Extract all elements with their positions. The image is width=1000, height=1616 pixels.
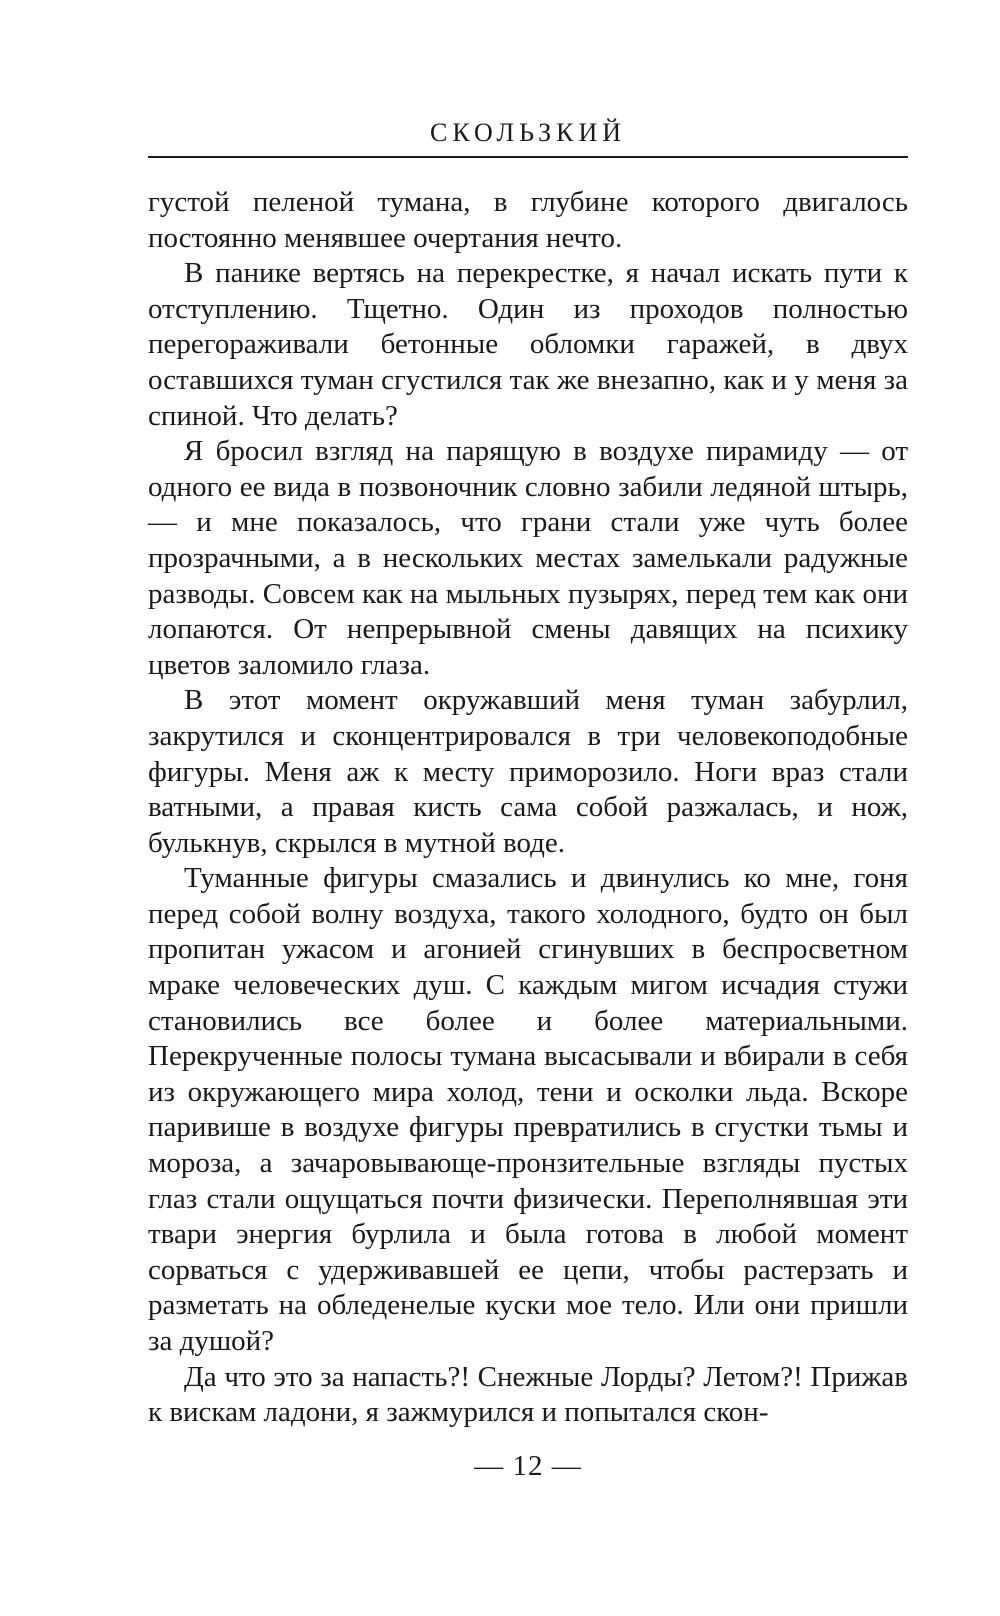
paragraph: Туманные фигуры смазались и двинулись ко мне, гоня перед собой волну воздуха, такого холодного, будто он был пропитан ужасом и агонией сгинувших в беспросветном мраке человеческих душ. С каждым мигом исчадия стужи становились все более и более материальными. Перекрученные полосы тумана высасывали и вбирали в себя из окружающего мира холод, тени и осколки льда. Вскоре паривише в воздухе фигуры превратились в сгустки тьмы и мороза, а зачаровывающе-пронзительные взгляды пустых глаз стали ощущаться почти физически. Переполнявшая эти твари энергия бурлила и была готова в любой момент сорваться с удерживавшей ее цепи, чтобы растерзать и разметать на обледенелые куски мое тело. Или они пришли за душой? xyxy=(148,862,908,1357)
page-number: — 12 — xyxy=(474,1450,582,1482)
running-head: СКОЛЬЗКИЙ xyxy=(429,118,626,147)
paragraph: В этот момент окружавший меня туман забурлил, закрутился и сконцентрировался в три человекоподобные фигуры. Меня аж к месту приморозило. Ноги враз стали ватными, а правая кисть сама собой разжалась, и нож, булькнув, скрылся в мутной воде. xyxy=(148,684,908,859)
paragraph: Да что это за напасть?! Снежные Лорды? Летом?! Прижав к вискам ладони, я зажмурился и попытался скон- xyxy=(148,1360,908,1429)
paragraph-continued: густой пеленой тумана, в глубине которого двигалось постоянно менявшее очертания нечто. xyxy=(148,186,908,254)
paragraph: В панике вертясь на перекрестке, я начал искать пути к отступлению. Тщетно. Один из проходов полностью перегораживали бетонные обломки гаражей, в двух оставшихся туман сгустился так же внезапно, как и у меня за спиной. Что делать? xyxy=(148,257,908,432)
header-rule xyxy=(148,156,908,158)
body-text xyxy=(148,185,908,1431)
paragraph: Я бросил взгляд на парящую в воздухе пирамиду — от одного ее вида в позвоночник словно забили ледяной штырь, — и мне показалось, что грани стали уже чуть более прозрачными, а в нескольких местах замелькали радужные разводы. Совсем как на мыльных пузырях, перед тем как они лопаются. От непрерывной смены давящих на психику цветов заломило глаза. xyxy=(148,435,908,681)
